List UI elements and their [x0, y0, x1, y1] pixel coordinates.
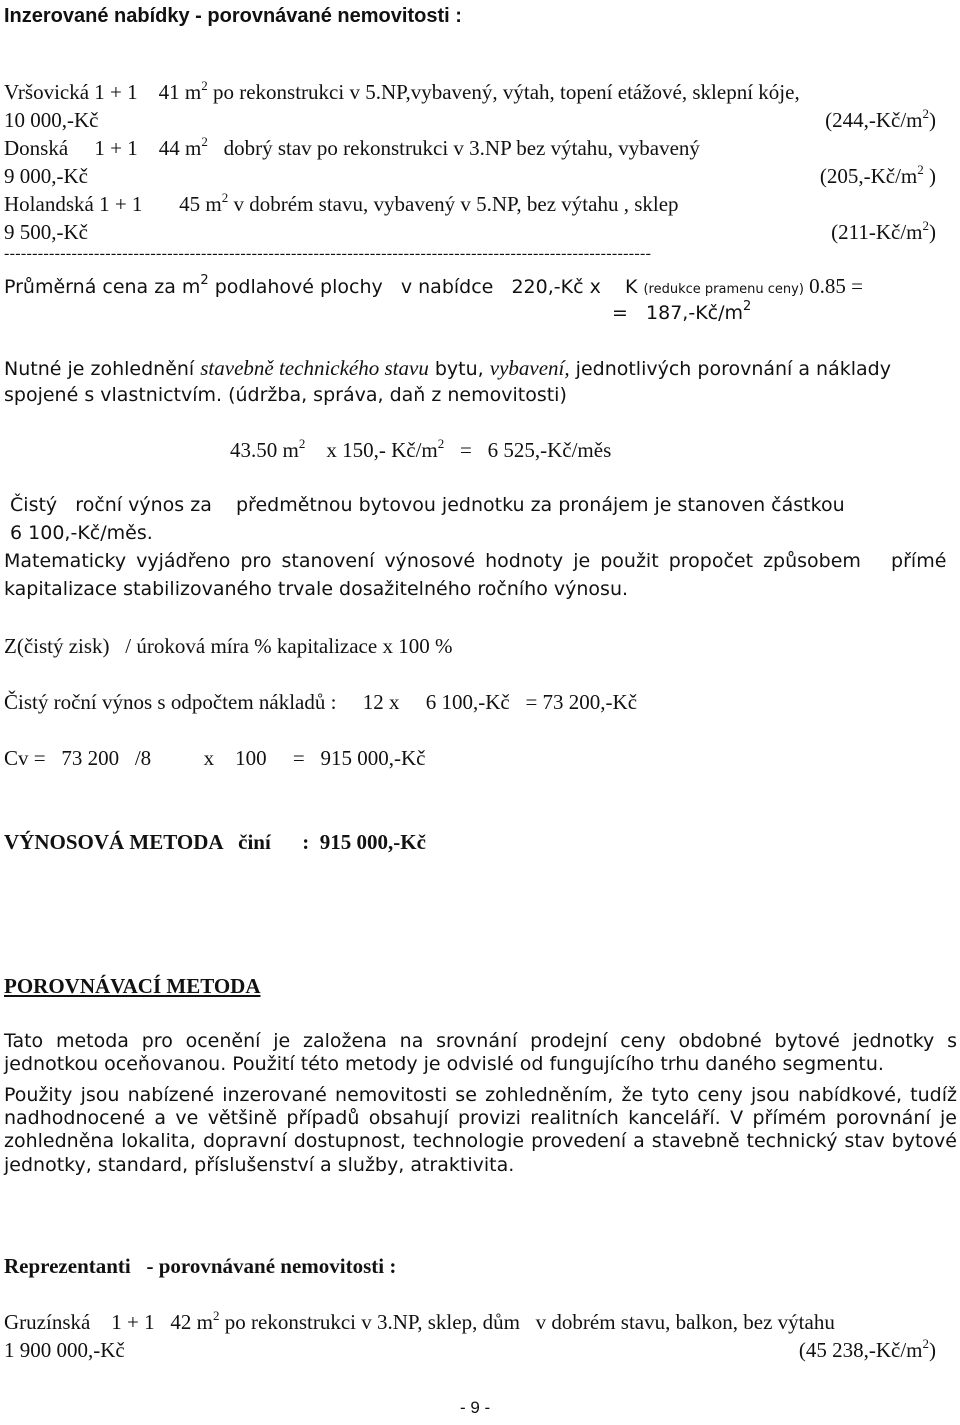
comparative-paragraph-2: Použity jsou nabízené inzerované nemovitosti se zohledněním, že tyto ceny jsou nabídkové, tudíž nadhodnocené a ve většině případů obsahují provizi realitních kanceláří. V přímém porovnání je zohledněna lokalita, dopravní dostupnost, technologie provedení a stavebně technický stav bytové jednotky, standard, příslušenství a služby, atraktivita.	[4, 1084, 957, 1176]
net-yield-line-2: 6 100,-Kč/měs.	[4, 522, 153, 544]
comparative-method-heading: POROVNÁVACÍ METODA	[4, 974, 261, 998]
formula: Z(čistý zisk) / úroková míra % kapitalizace x 100 %	[4, 634, 453, 658]
net-yield-line-1: Čistý roční výnos za předmětnou bytovou jednotku za pronájem je stanoven částkou	[4, 494, 845, 516]
math-line-1: Matematicky vyjádřeno pro stanovení výnosové hodnoty je použit propočet způsobem přímé	[4, 550, 947, 572]
offer-2-line: Donská 1 + 1 44 $m^2$ dobrý stav po rekonstrukci v 3.NP bez výtahu, vybavený	[4, 134, 700, 160]
offer-street: Vršovická 1 + 1	[4, 80, 138, 104]
divider: -------------------------------------------------------------------------------------------------------------------	[4, 245, 652, 262]
representatives-heading: Reprezentanti - porovnávané nemovitosti :	[4, 1254, 397, 1278]
offer-2-price: 9 000,-Kč	[4, 164, 88, 188]
average-price-line: Průměrná cena za $m^2$ podlahové plochy v nabídce 220,-Kč x K (redukce pramenu ceny) 0.85 =	[4, 273, 863, 298]
offer-1-per-m2: $(244,-Kč/m^2)$	[825, 106, 936, 132]
representative-1-price: 1 900 000,-Kč	[4, 1338, 125, 1362]
annual-net-yield: Čistý roční výnos s odpočtem nákladů : 12 x 6 100,-Kč = 73 200,-Kč	[4, 690, 638, 714]
representative-1-line: Gruzínská 1 + 1 42 $m^2$ po rekonstrukci v 3.NP, sklep, dům v dobrém stavu, balkon, bez výtahu	[4, 1308, 835, 1334]
offer-1-price: 10 000,-Kč	[4, 108, 99, 132]
page-number: - 9 -	[460, 1398, 491, 1417]
math-line-2: kapitalizace stabilizovaného trvale dosažitelného ročního výnosu.	[4, 578, 629, 600]
representative-1-per-m2: (45 $238,-Kč/m^2$)	[798, 1336, 936, 1362]
note-line-1: Nutné je zohlednění stavebně technického stavu bytu, vybavení, jednotlivých porovnání a náklady	[4, 356, 891, 380]
offer-3-price: 9 500,-Kč	[4, 220, 88, 244]
offers-heading: Inzerované nabídky - porovnávané nemovitosti :	[4, 5, 462, 27]
capitalized-value: Cv = 73 200 /8 x 100 = 915 000,-Kč	[4, 746, 426, 770]
note-line-2: spojené s vlastnictvím. (údržba, správa, daň z nemovitosti)	[4, 384, 567, 406]
comparative-paragraph-1: Tato metoda pro ocenění je založena na srovnání prodejní ceny obdobné bytové jednotky s jednotkou oceňovanou. Použití této metody je odvislé od fungujícího trhu daného segmentu.	[4, 1030, 957, 1076]
rent-calculation: 43.50 $m^2$ x 150,- $Kč/m^2 = 6$ 525,-Kč/měs	[230, 436, 612, 462]
offer-3-line: Holandská 1 + 1 45 $m^2$ v dobrém stavu, vybavený v 5.NP, bez výtahu , sklep	[4, 190, 679, 216]
offer-desc: po rekonstrukci v 5.NP,vybavený, výtah, topení etážové, sklepní kóje,	[212, 80, 800, 104]
offer-area: 41 m	[158, 80, 202, 104]
average-price-result: = $187,-Kč/m^2$	[612, 299, 752, 324]
offer-1-line	[4, 80, 800, 105]
offer-3-per-m2: $(211-Kč/m^2)$	[831, 218, 936, 244]
yield-method-result: VÝNOSOVÁ METODA činí : 915 000,-Kč	[4, 830, 426, 854]
superscript: 2	[201, 78, 208, 93]
offer-2-per-m2: ($205,-Kč/m^2$ )	[819, 162, 936, 188]
